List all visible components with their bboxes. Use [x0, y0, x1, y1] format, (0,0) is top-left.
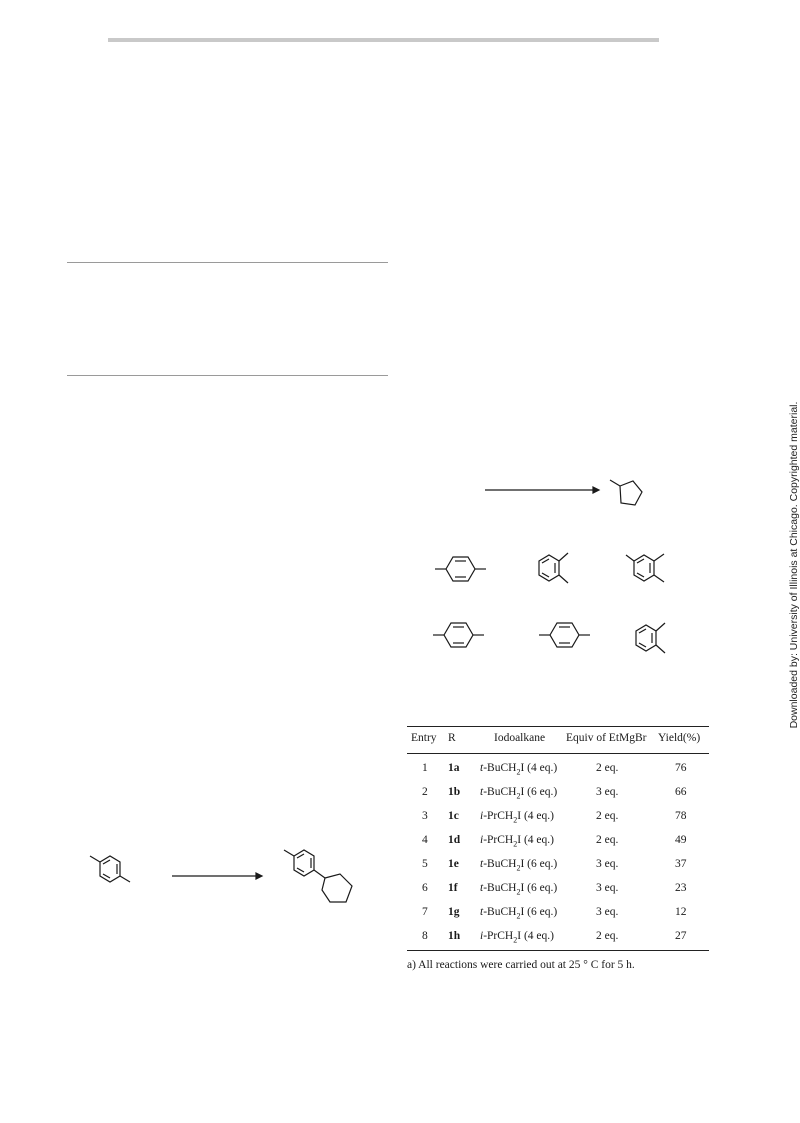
cell-iodoalkane: t-BuCH$_2$I (4 eq.) — [480, 762, 558, 777]
header-r: R — [448, 732, 456, 744]
cell-equiv: 2 eq. — [596, 834, 619, 846]
r-group-trisubstituted-phenyl — [624, 549, 676, 589]
cell-r: 1b — [448, 786, 461, 798]
cell-iodoalkane: i-PrCH$_2$I (4 eq.) — [480, 930, 554, 945]
cell-yield: 76 — [675, 762, 687, 774]
watermark-text: Downloaded by: University of Illinois at Chicago. Copyrighted material. — [788, 401, 800, 729]
cell-entry: 6 — [422, 882, 428, 894]
cell-yield: 49 — [675, 834, 687, 846]
cell-entry: 5 — [422, 858, 428, 870]
cell-yield: 78 — [675, 810, 687, 822]
header-equiv: Equiv of EtMgBr — [566, 732, 647, 744]
cell-iodoalkane: t-BuCH$_2$I (6 eq.) — [480, 786, 558, 801]
cell-r: 1d — [448, 834, 461, 846]
cell-iodoalkane: t-BuCH$_2$I (6 eq.) — [480, 906, 558, 921]
cell-entry: 1 — [422, 762, 428, 774]
header-entry: Entry — [411, 732, 437, 744]
divider-rule-top — [67, 262, 388, 263]
r-group-para-phenylene-1 — [433, 554, 493, 584]
cell-iodoalkane: t-BuCH$_2$I (6 eq.) — [480, 858, 558, 873]
r-group-para-phenylene-3 — [537, 620, 597, 650]
cell-iodoalkane: i-PrCH$_2$I (4 eq.) — [480, 834, 554, 849]
cell-yield: 66 — [675, 786, 687, 798]
r-group-ortho-phenylene-1 — [535, 549, 580, 589]
reaction-arrow-upper — [485, 484, 600, 496]
cell-entry: 2 — [422, 786, 428, 798]
cell-equiv: 3 eq. — [596, 906, 619, 918]
cell-r: 1g — [448, 906, 460, 918]
r-group-ortho-phenylene-2 — [632, 619, 677, 659]
header-iodoalkane: Iodoalkane — [494, 732, 546, 744]
table-footnote: a) All reactions were carried out at 25 ° C for 5 h. — [407, 959, 635, 971]
cell-yield: 12 — [675, 906, 687, 918]
cell-equiv: 3 eq. — [596, 786, 619, 798]
cell-entry: 3 — [422, 810, 428, 822]
cell-equiv: 2 eq. — [596, 810, 619, 822]
header-rule — [108, 38, 659, 42]
starting-material-structure — [88, 852, 138, 896]
cell-equiv: 3 eq. — [596, 882, 619, 894]
cell-equiv: 2 eq. — [596, 762, 619, 774]
cell-r: 1a — [448, 762, 460, 774]
cell-entry: 8 — [422, 930, 428, 942]
cell-yield: 23 — [675, 882, 687, 894]
cell-r: 1h — [448, 930, 461, 942]
cell-r: 1c — [448, 810, 459, 822]
cell-equiv: 3 eq. — [596, 858, 619, 870]
cyclopentyl-product-structure — [608, 478, 648, 510]
cell-entry: 7 — [422, 906, 428, 918]
cell-yield: 37 — [675, 858, 687, 870]
divider-rule-bottom — [67, 375, 388, 376]
cell-r: 1e — [448, 858, 459, 870]
reaction-arrow-lower — [172, 870, 264, 882]
cell-r: 1f — [448, 882, 458, 894]
cell-entry: 4 — [422, 834, 428, 846]
cell-equiv: 2 eq. — [596, 930, 619, 942]
cell-iodoalkane: t-BuCH$_2$I (6 eq.) — [480, 882, 558, 897]
cell-iodoalkane: i-PrCH$_2$I (4 eq.) — [480, 810, 554, 825]
header-yield: Yield(%) — [658, 732, 701, 744]
copyright-watermark — [788, 400, 800, 730]
aryl-cyclopentane-product-structure — [282, 846, 366, 910]
r-group-para-phenylene-2 — [431, 620, 491, 650]
cell-yield: 27 — [675, 930, 687, 942]
